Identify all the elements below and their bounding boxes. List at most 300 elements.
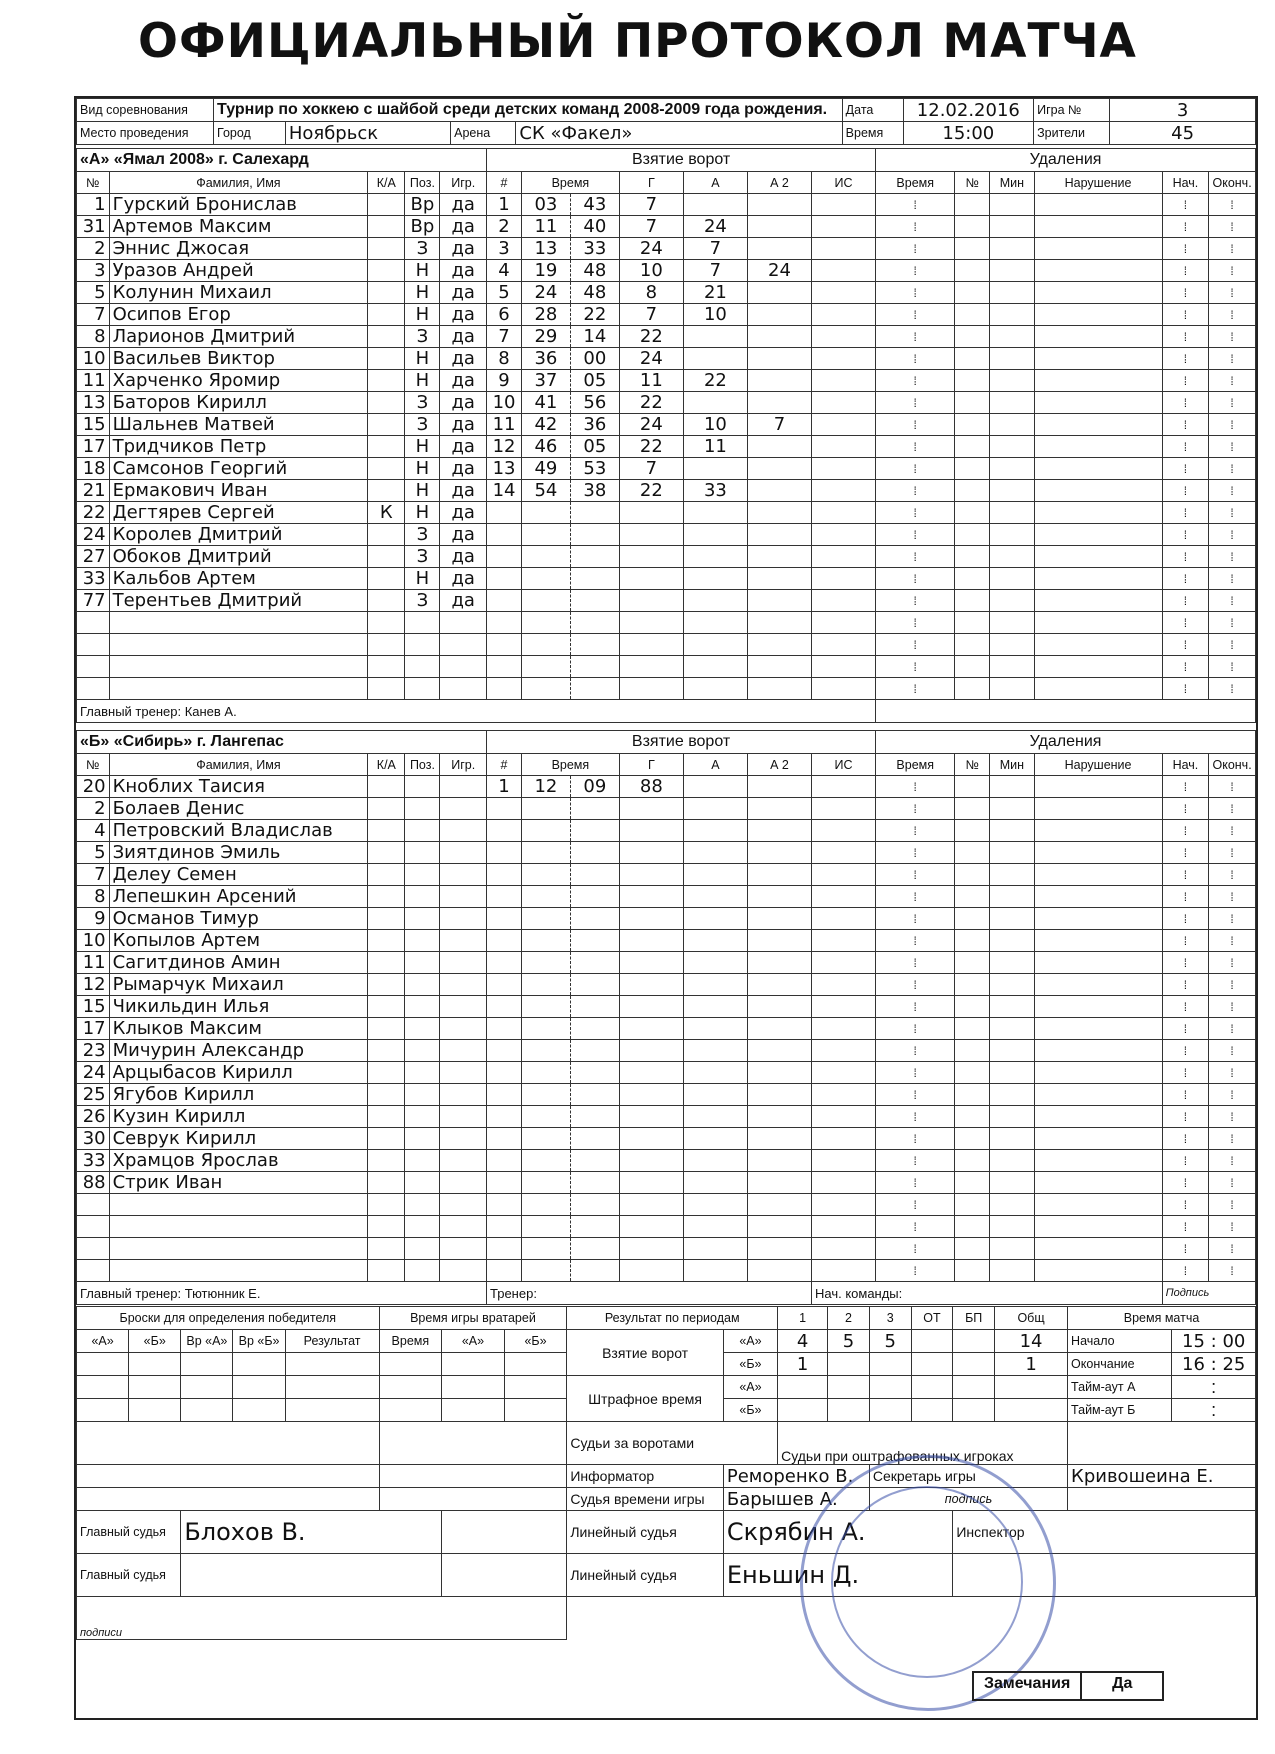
goal-assist-2 xyxy=(747,1194,811,1216)
goal-situation xyxy=(811,1106,875,1128)
player-position xyxy=(405,798,440,820)
goal-number: 4 xyxy=(487,260,522,282)
shots-col-b: «Б» xyxy=(129,1330,181,1353)
competition-label: Вид соревнования xyxy=(77,99,214,122)
goal-situation xyxy=(811,260,875,282)
team_b-row: 26 Кузин Кирилл ⁞ ⁞ ⁞ xyxy=(77,1106,1256,1128)
goal-scorer xyxy=(619,996,683,1018)
goal-situation xyxy=(811,974,875,996)
team_a-coach: Главный тренер: Канев А. xyxy=(77,700,876,723)
player-position: Н xyxy=(405,436,440,458)
end-minutes: 25 xyxy=(1222,1353,1246,1375)
goal-second: 40 xyxy=(570,216,619,238)
player-name: Тридчиков Петр xyxy=(109,436,368,458)
player-name xyxy=(109,678,368,700)
gk-time-title: Время игры вратарей xyxy=(379,1307,567,1330)
goal-second xyxy=(570,1018,619,1040)
goal-assist-1 xyxy=(683,656,747,678)
team_b-row: 88 Стрик Иван ⁞ ⁞ ⁞ xyxy=(77,1172,1256,1194)
goal-minute: 13 xyxy=(521,238,570,260)
goal-number xyxy=(487,1062,522,1084)
team_b-goals-title: Взятие ворот xyxy=(487,731,876,754)
goal-scorer xyxy=(619,1260,683,1282)
timekeeper-value: Барышев А. xyxy=(723,1488,869,1511)
player-captain xyxy=(368,776,405,798)
team_a-row: 77 Терентьев Дмитрий З да ⁞ ⁞ ⁞ xyxy=(77,590,1256,612)
goal-minute xyxy=(521,1260,570,1282)
goal-second xyxy=(570,1172,619,1194)
team_a-col-pos: Поз. xyxy=(405,172,440,194)
player-captain xyxy=(368,1216,405,1238)
player-captain xyxy=(368,656,405,678)
player-played xyxy=(440,996,487,1018)
goal-minute xyxy=(521,996,570,1018)
player-number: 15 xyxy=(77,414,110,436)
player-played xyxy=(440,634,487,656)
goal-assist-1 xyxy=(683,1040,747,1062)
player-played: да xyxy=(440,348,487,370)
player-played: да xyxy=(440,458,487,480)
end-label: Окончание xyxy=(1068,1353,1172,1376)
goal-second xyxy=(570,546,619,568)
player-number: 17 xyxy=(77,1018,110,1040)
goal-assist-1: 11 xyxy=(683,436,747,458)
player-position xyxy=(405,1084,440,1106)
team_a-col-is: ИС xyxy=(811,172,875,194)
goal-number xyxy=(487,908,522,930)
team_b-row: 23 Мичурин Александр ⁞ ⁞ ⁞ xyxy=(77,1040,1256,1062)
player-number: 21 xyxy=(77,480,110,502)
goal-situation xyxy=(811,304,875,326)
team_b-col-pen_start: Нач. xyxy=(1162,754,1209,776)
goal-minute: 42 xyxy=(521,414,570,436)
goal-number xyxy=(487,996,522,1018)
goal-assist-2 xyxy=(747,864,811,886)
goal-assist-2 xyxy=(747,1018,811,1040)
timekeeper-label: Судья времени игры xyxy=(567,1488,723,1511)
goal-second: 56 xyxy=(570,392,619,414)
period-col-3: 3 xyxy=(869,1307,911,1330)
team_a-col-pen_min: Мин xyxy=(990,172,1034,194)
score-a-p1: 4 xyxy=(778,1330,828,1353)
player-name: Болаев Денис xyxy=(109,798,368,820)
goal-number xyxy=(487,590,522,612)
player-captain xyxy=(368,1194,405,1216)
goal-assist-1 xyxy=(683,996,747,1018)
player-played: да xyxy=(440,216,487,238)
goal-scorer xyxy=(619,546,683,568)
date-label: Дата xyxy=(842,99,903,122)
goal-assist-1 xyxy=(683,458,747,480)
goal-scorer: 22 xyxy=(619,326,683,348)
signatures-caption: подписи xyxy=(77,1597,567,1640)
goal-number xyxy=(487,1084,522,1106)
goal-assist-2 xyxy=(747,216,811,238)
period-col-total: Общ xyxy=(995,1307,1068,1330)
player-position xyxy=(405,908,440,930)
goal-situation xyxy=(811,864,875,886)
goal-number xyxy=(487,1128,522,1150)
player-captain xyxy=(368,952,405,974)
goal-scorer: 10 xyxy=(619,260,683,282)
player-captain xyxy=(368,568,405,590)
player-played xyxy=(440,1084,487,1106)
team_a-row: 5 Колунин Михаил Н да 5 24 48 8 21 ⁞ ⁞ ⁞ xyxy=(77,282,1256,304)
player-played: да xyxy=(440,414,487,436)
goal-assist-1: 33 xyxy=(683,480,747,502)
goal-situation xyxy=(811,1238,875,1260)
summary-table: Броски для определения победителя Время игры вратарей Результат по периодам 1 2 3 ОТ БП Общ Время матча «А» «Б» Вр «А» Вр «Б» Результат Время «А» «Б» Взятие ворот «А» 4 5 5 14 Начало 15 : 00 «Б» 1 1 Окончание 16 : 25 Штрафное время «А» Тайм-аут А : «Б» Тайм-аут Б : Судьи за воротами Судьи при оштрафованных игроках Информатор Реморенко В. Секретарь игры Кривошеина Е. Судья времени игры Барышев А. подпись Главный судья Блохов В. Линейный судья Скрябин А. Инспектор Главный судья Линейный судья Еньшин Д. подписи xyxy=(76,1306,1256,1640)
inspector-label: Инспектор xyxy=(953,1511,1256,1554)
gk-col-time: Время xyxy=(379,1330,442,1353)
timeout-b-label: Тайм-аут Б xyxy=(1068,1399,1172,1422)
team_b-row: 25 Ягубов Кирилл ⁞ ⁞ ⁞ xyxy=(77,1084,1256,1106)
player-captain xyxy=(368,1062,405,1084)
goal-minute: 28 xyxy=(521,304,570,326)
score-b-label: «Б» xyxy=(723,1353,777,1376)
goal-assist-1 xyxy=(683,568,747,590)
goal-minute: 29 xyxy=(521,326,570,348)
player-played: да xyxy=(440,568,487,590)
goal-scorer xyxy=(619,1084,683,1106)
player-number: 24 xyxy=(77,1062,110,1084)
goal-second xyxy=(570,842,619,864)
player-position: З xyxy=(405,524,440,546)
player-name: Колунин Михаил xyxy=(109,282,368,304)
date-value: 12.02.2016 xyxy=(903,99,1034,122)
goal-scorer xyxy=(619,1128,683,1150)
team_b-row: 8 Лепешкин Арсений ⁞ ⁞ ⁞ xyxy=(77,886,1256,908)
goal-second: 05 xyxy=(570,436,619,458)
team_b-col-pen_end: Оконч. xyxy=(1209,754,1256,776)
goal-situation xyxy=(811,634,875,656)
informer-value: Реморенко В. xyxy=(723,1465,869,1488)
goal-minute xyxy=(521,590,570,612)
player-number: 5 xyxy=(77,282,110,304)
player-played xyxy=(440,974,487,996)
goal-minute xyxy=(521,634,570,656)
goal-scorer xyxy=(619,820,683,842)
player-name: Клыков Максим xyxy=(109,1018,368,1040)
goal-assist-2 xyxy=(747,436,811,458)
goal-second: 53 xyxy=(570,458,619,480)
goal-assist-2 xyxy=(747,776,811,798)
goal-scorer xyxy=(619,1106,683,1128)
goal-scorer xyxy=(619,568,683,590)
goal-situation xyxy=(811,546,875,568)
time-value: 15:00 xyxy=(903,122,1034,145)
goal-second xyxy=(570,886,619,908)
goal-assist-1: 22 xyxy=(683,370,747,392)
goal-minute xyxy=(521,886,570,908)
goal-assist-1 xyxy=(683,502,747,524)
goal-assist-1 xyxy=(683,1128,747,1150)
goal-situation xyxy=(811,1084,875,1106)
goal-minute xyxy=(521,974,570,996)
goal-assist-2 xyxy=(747,1062,811,1084)
goal-minute xyxy=(521,820,570,842)
goal-minute: 41 xyxy=(521,392,570,414)
goal-second: 48 xyxy=(570,260,619,282)
player-number xyxy=(77,612,110,634)
player-captain xyxy=(368,1018,405,1040)
player-position: З xyxy=(405,392,440,414)
player-position: З xyxy=(405,238,440,260)
goal-scorer xyxy=(619,1018,683,1040)
goal-second xyxy=(570,996,619,1018)
player-number: 15 xyxy=(77,996,110,1018)
goal-situation xyxy=(811,930,875,952)
start-hours: 15 xyxy=(1182,1330,1205,1352)
goal-number xyxy=(487,886,522,908)
player-position: Н xyxy=(405,502,440,524)
goal-number xyxy=(487,502,522,524)
goal-scorer xyxy=(619,798,683,820)
goal-scorer: 24 xyxy=(619,348,683,370)
goal-situation xyxy=(811,568,875,590)
player-number xyxy=(77,1194,110,1216)
player-number xyxy=(77,634,110,656)
player-position: Н xyxy=(405,282,440,304)
team_a-row: 8 Ларионов Дмитрий З да 7 29 14 22 ⁞ ⁞ ⁞ xyxy=(77,326,1256,348)
document-title: ОФИЦИАЛЬНЫЙ ПРОТОКОЛ МАТЧА xyxy=(138,14,1137,69)
player-position xyxy=(405,886,440,908)
team_a-row: 11 Харченко Яромир Н да 9 37 05 11 22 ⁞ ⁞ ⁞ xyxy=(77,370,1256,392)
player-number xyxy=(77,1238,110,1260)
goal-situation xyxy=(811,590,875,612)
player-captain xyxy=(368,348,405,370)
goal-assist-2 xyxy=(747,1238,811,1260)
player-number xyxy=(77,1260,110,1282)
goal-minute xyxy=(521,1128,570,1150)
team_b-col-num: № xyxy=(77,754,110,776)
goal-scorer xyxy=(619,842,683,864)
goal-second xyxy=(570,974,619,996)
goal-assist-1 xyxy=(683,524,747,546)
goal-minute xyxy=(521,1084,570,1106)
goal-assist-1 xyxy=(683,1150,747,1172)
goal-assist-1 xyxy=(683,798,747,820)
player-played: да xyxy=(440,194,487,216)
player-position: З xyxy=(405,590,440,612)
goal-assist-1 xyxy=(683,546,747,568)
player-captain xyxy=(368,216,405,238)
player-position xyxy=(405,656,440,678)
goal-situation xyxy=(811,886,875,908)
goal-assist-2 xyxy=(747,304,811,326)
player-name: Мичурин Александр xyxy=(109,1040,368,1062)
informer-label: Информатор xyxy=(567,1465,723,1488)
goal-second xyxy=(570,798,619,820)
player-name: Османов Тимур xyxy=(109,908,368,930)
goal-number xyxy=(487,1216,522,1238)
player-name: Чикильдин Илья xyxy=(109,996,368,1018)
goal-minute xyxy=(521,864,570,886)
goal-second xyxy=(570,820,619,842)
team_b-col-pen_violation: Нарушение xyxy=(1034,754,1162,776)
goal-minute xyxy=(521,1194,570,1216)
goal-assist-1 xyxy=(683,392,747,414)
goal-minute: 11 xyxy=(521,216,570,238)
goal-situation xyxy=(811,216,875,238)
goal-assist-2 xyxy=(747,1084,811,1106)
shots-title: Броски для определения победителя xyxy=(77,1307,380,1330)
player-name: Ермакович Иван xyxy=(109,480,368,502)
goal-assist-2: 24 xyxy=(747,260,811,282)
goal-minute xyxy=(521,930,570,952)
goal-second: 36 xyxy=(570,414,619,436)
goal-number xyxy=(487,1238,522,1260)
player-position: Вр xyxy=(405,194,440,216)
trainer-label: Тренер: xyxy=(487,1282,812,1305)
goal-scorer: 7 xyxy=(619,216,683,238)
player-captain xyxy=(368,974,405,996)
player-name xyxy=(109,1260,368,1282)
player-number: 88 xyxy=(77,1172,110,1194)
period-col-ot: ОТ xyxy=(911,1307,953,1330)
player-captain xyxy=(368,634,405,656)
game-no-value: 3 xyxy=(1110,99,1256,122)
goal-minute xyxy=(521,656,570,678)
player-number: 12 xyxy=(77,974,110,996)
score-b-total: 1 xyxy=(995,1353,1068,1376)
goal-minute xyxy=(521,502,570,524)
goal-second xyxy=(570,1084,619,1106)
player-captain xyxy=(368,392,405,414)
arena-value: СК «Факел» xyxy=(516,122,842,145)
goal-number: 5 xyxy=(487,282,522,304)
player-captain xyxy=(368,546,405,568)
goal-assist-1 xyxy=(683,1194,747,1216)
goal-scorer xyxy=(619,1194,683,1216)
player-name: Стрик Иван xyxy=(109,1172,368,1194)
goal-situation xyxy=(811,392,875,414)
player-name: Эннис Джосая xyxy=(109,238,368,260)
player-position: Вр xyxy=(405,216,440,238)
player-name: Зиятдинов Эмиль xyxy=(109,842,368,864)
gk-col-b: «Б» xyxy=(504,1330,567,1353)
goal-assist-2 xyxy=(747,656,811,678)
goal-situation xyxy=(811,348,875,370)
goal-assist-2 xyxy=(747,820,811,842)
team_b-row: 2 Болаев Денис ⁞ ⁞ ⁞ xyxy=(77,798,1256,820)
player-number: 18 xyxy=(77,458,110,480)
goal-number xyxy=(487,546,522,568)
player-number: 17 xyxy=(77,436,110,458)
remarks-value: Да xyxy=(1080,1673,1162,1699)
goal-situation xyxy=(811,436,875,458)
team-a-table xyxy=(76,148,1256,723)
team_b-col-pen_min: Мин xyxy=(990,754,1034,776)
player-captain xyxy=(368,238,405,260)
goal-assist-2 xyxy=(747,1150,811,1172)
player-position xyxy=(405,776,440,798)
goal-situation xyxy=(811,1040,875,1062)
player-number: 1 xyxy=(77,194,110,216)
goal-assist-2 xyxy=(747,458,811,480)
goal-number: 13 xyxy=(487,458,522,480)
player-name: Сагитдинов Амин xyxy=(109,952,368,974)
goal-number xyxy=(487,820,522,842)
team_a-goals-title: Взятие ворот xyxy=(487,149,876,172)
score-b-p2 xyxy=(828,1353,870,1376)
team_b-col-pen_no: № xyxy=(955,754,990,776)
goal-scorer xyxy=(619,656,683,678)
goal-number: 2 xyxy=(487,216,522,238)
player-number: 7 xyxy=(77,864,110,886)
team_a-row: 15 Шальнев Матвей З да 11 42 36 24 10 7 ⁞ ⁞ ⁞ xyxy=(77,414,1256,436)
player-name: Шальнев Матвей xyxy=(109,414,368,436)
player-number: 27 xyxy=(77,546,110,568)
goal-assist-1 xyxy=(683,908,747,930)
goal-minute xyxy=(521,842,570,864)
player-number: 3 xyxy=(77,260,110,282)
goal-second xyxy=(570,634,619,656)
line-ref-2-value: Еньшин Д. xyxy=(723,1554,952,1597)
goal-situation xyxy=(811,458,875,480)
team_a-row: 7 Осипов Егор Н да 6 28 22 7 10 ⁞ ⁞ ⁞ xyxy=(77,304,1256,326)
goal-minute xyxy=(521,1040,570,1062)
goal-scorer: 7 xyxy=(619,194,683,216)
competition-name: Турнир по хоккею с шайбой среди детских команд 2008-2009 года рождения. xyxy=(214,99,843,122)
goal-number xyxy=(487,524,522,546)
goal-assist-2 xyxy=(747,370,811,392)
goal-scorer: 88 xyxy=(619,776,683,798)
goal-assist-2 xyxy=(747,996,811,1018)
goal-assist-2 xyxy=(747,886,811,908)
player-captain xyxy=(368,1106,405,1128)
score-a-total: 14 xyxy=(995,1330,1068,1353)
goal-assist-2 xyxy=(747,480,811,502)
player-name: Рымарчук Михаил xyxy=(109,974,368,996)
goal-minute: 37 xyxy=(521,370,570,392)
player-captain xyxy=(368,612,405,634)
team_a-row: 1 Гурский Бронислав Вр да 1 03 43 7 ⁞ ⁞ ⁞ xyxy=(77,194,1256,216)
goal-scorer: 11 xyxy=(619,370,683,392)
goal-assist-1 xyxy=(683,864,747,886)
player-captain xyxy=(368,886,405,908)
goal-assist-1 xyxy=(683,1018,747,1040)
team_b-row: 17 Клыков Максим ⁞ ⁞ ⁞ xyxy=(77,1018,1256,1040)
player-number: 77 xyxy=(77,590,110,612)
player-captain xyxy=(368,480,405,502)
player-captain xyxy=(368,842,405,864)
team_a-row: 17 Тридчиков Петр Н да 12 46 05 22 11 ⁞ ⁞ ⁞ xyxy=(77,436,1256,458)
goal-number xyxy=(487,974,522,996)
goal-minute xyxy=(521,546,570,568)
goal-second xyxy=(570,908,619,930)
goal-number xyxy=(487,678,522,700)
goal-second xyxy=(570,1194,619,1216)
pim-a-label: «А» xyxy=(723,1376,777,1399)
goal-scorer xyxy=(619,502,683,524)
goal-assist-2 xyxy=(747,1040,811,1062)
player-captain xyxy=(368,798,405,820)
player-position xyxy=(405,820,440,842)
main-ref-2-value xyxy=(181,1554,442,1597)
team_b-row: ⁞ ⁞ ⁞ xyxy=(77,1194,1256,1216)
player-name: Храмцов Ярослав xyxy=(109,1150,368,1172)
team_b-row: 4 Петровский Владислав ⁞ ⁞ ⁞ xyxy=(77,820,1256,842)
player-captain xyxy=(368,326,405,348)
goal-second xyxy=(570,678,619,700)
player-position xyxy=(405,1216,440,1238)
player-played: да xyxy=(440,238,487,260)
player-position xyxy=(405,634,440,656)
goal-assist-1 xyxy=(683,678,747,700)
goal-second xyxy=(570,612,619,634)
goal-number: 11 xyxy=(487,414,522,436)
